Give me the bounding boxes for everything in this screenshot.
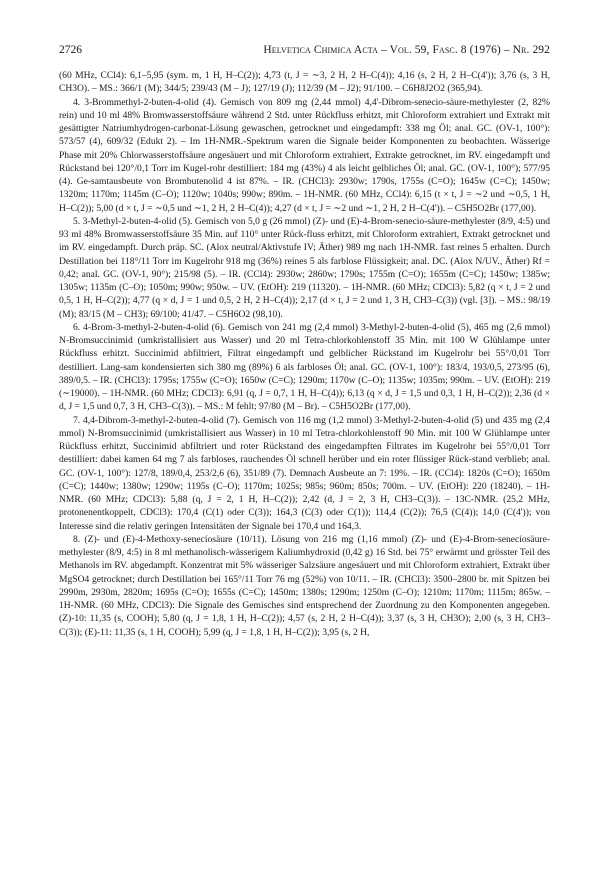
paragraph-section-7: 7. 4,4-Dibrom-3-methyl-2-buten-4-olid (7). Gemisch von 116 mg (1,2 mmol) 3-Methyl-2-buten-4-olid (5) und 435 mg (2,4 mmol) N-Bromsuccinimid (umkristallisiert aus Wasser) in 10 ml Tetra-chlorkohlenstoff 90 Min. mit 100 W Glühlampe unter Rückfluss erhitzt, Succinimid abfiltriert und roter Rückstand des eingedampften Filtrates im Kugelrohr bei 55°/0,01 Torr destilliert: dabei kamen 64 mg 7 als farbloses, rauchendes Öl schnell herüber und ein roter flüssiger Rück-stand verblieb; anal. GC. (OV-1, 100°): 127/8, 189/0,4, 253/2,6 (6), 351/89 (7). Demnach Ausbeute an 7: 19%. – IR. (CCl4): 1820s (C=O); 1650m (C=C); 1440w; 1380w; 1290w; 1195s (C–O); 1170m; 1025s; 985s; 960m; 850s; 700m. – UV. (EtOH): 220 (18240). – 1H-NMR. (60 MHz; CDCl3): 5,88 (q, J = 2, 1 H, H–C(2)); 2,42 (d, J = 2, 3 H, CH3–C(3)). – 13C-NMR. (25,2 MHz, protonenentkoppelt, CDCl3): 170,4 (C(1) oder C(3)); 164,3 (C(3) oder C(1)); 114,4 (C(2)); 76,5 (C(4)); 14,0 (C(4')); von Interesse sind die relativ geringen Intensitäten der Signale bei 170,4 und 164,3. xyxy=(59,414,550,532)
page-number: 2726 xyxy=(59,44,82,56)
paragraph-section-6: 6. 4-Brom-3-methyl-2-buten-4-olid (6). Gemisch von 241 mg (2,4 mmol) 3-Methyl-2-buten-4-olid (5), 465 mg (2,6 mmol) N-Bromsuccinimid (umkristallisiert aus Wasser) und 20 ml Tetra-chlorkohlenstoff 35 Min. mit 100 W Glühlampe unter Rückfluss erhitzt. Succinimid abfiltriert, Filtrat eingedampft und gelblicher Rückstand im Kugelrohr bei 55°/0,01 Torr destilliert. Lang-sam kondensierten sich 380 mg (89%) 6 als farbloses Öl; anal. GC. (OV-1, 100°): 183/4, 193/0,5, 273/95 (6), 389/0,5. – IR. (CHCl3): 1795s; 1755w (C=O); 1650w (C=C); 1290m; 1170w (C–O); 1135w; 1035m; 990m. – UV. (EtOH): 219 (∼19000). – 1H-NMR. (60 MHz; CDCl3): 6,91 (q, J = 0,7, 1 H, H–C(4)); 6,13 (q × d, J = 1,5 und 0,3, 1 H, H–C(2)); 2,36 (d × d, J = 1,5 und 0,7, 3 H, CH3–C(3)). – MS.: M fehlt; 97/80 (M – Br). – C5H5O2Br (177,00). xyxy=(59,321,550,413)
running-head: Helvetica Chimica Acta – Vol. 59, Fasc. 8 (1976) – Nr. 292 xyxy=(263,44,550,56)
paragraph-section-8: 8. (Z)- und (E)-4-Methoxy-senecíosäure (10/11). Lösung von 216 mg (1,16 mmol) (Z)- und (E)-4-Brom-senecíosäure-methylester (8/9, 4:5) in 8 ml methanolisch-wässerigem Kaliumhydroxid (0,42 g) 16 Std. bei 75° erwärmt und grösster Teil des Methanols im RV. abgedampft. Konzentrat mit 5% wässeriger Salzsäure angesäuert und mit Chloroform extrahiert, Extrakt über MgSO4 getrocknet; durch Destillation bei 165°/11 Torr 76 mg (52%) von 10/11. – IR. (CHCl3): 3500–2800 br. mit Spitzen bei 2990m, 2930m, 2820m; 1695s (C=O); 1655s (C=C); 1450m; 1380s; 1290m; 1250m (C–O); 1210m; 1170m; 1115m; 865w. – 1H-NMR. (60 MHz, CDCl3): Die Signale des Gemisches sind entsprechend der Zuordnung zu den Komponenten angegeben. (Z)-10: 11,35 (s, COOH); 5,80 (q, J = 1,8, 1 H, H–C(2)); 4,57 (s, 2 H, 2 H–C(4)); 3,37 (s, 3 H, CH3O); 2,00 (s, 3 H, CH3–C(3)); (E)-11: 11,35 (s, 1 H, COOH); 5,99 (q, J = 1,8, 1 H, H–C(2)); 3,95 (s, 2 H, xyxy=(59,533,550,638)
article-body xyxy=(59,69,550,639)
paragraph-section-4: 4. 3-Brommethyl-2-buten-4-olid (4). Gemisch von 809 mg (2,44 mmol) 4,4'-Dibrom-senecio-säure-methylester (2, 82% rein) und 10 ml 48% Bromwasserstoffsäure während 2 Std. unter Rückfluss erhitzt, mit Chloroform extrahiert und Extrakt mit gesättigter Natriumhydrogen-carbonat-Lösung gewaschen, getrocknet und eingedampft: 338 mg Öl; anal. GC. (OV-1, 100°): 573/57 (4), 609/32 (Edukt 2). – Im 1H-NMR.-Spektrum waren die Signale beider Komponenten zu beobachten. Wässerige Phase mit 20% Chlorwasserstoffsäure angesäuert und mit Chloroform extrahiert, Extrakte getrocknet, im RV. eingedampft und Rückstand bei 120°/0,1 Torr im Kugel-rohr destilliert: 184 mg (43%) 4 als leicht gelbliches Öl; anal. GC. (OV-1, 100°); 577/95 (4). Ge-samtausbeute von Brombutenolid 4 ist 87%. – IR. (CHCl3): 2930w; 1790s, 1755s (C=O); 1645w (C=C); 1450w; 1320m; 1170m; 1145m (C–O); 1120w; 1040s; 990w; 890m. – 1H-NMR. (60 MHz, CCl4): 6,15 (t × t, J = ∼2 und ∼0,5, 1 H, H–C(2)); 5,00 (d × t, J = ∼0,5 und ∼1, 2 H, 2 H–C(4)); 4,27 (d × t, J = ∼2 und ∼1, 2 H, 2 H–C(4')). – C5H5O2Br (177,00). xyxy=(59,96,550,214)
page-header xyxy=(59,44,550,58)
paragraph-section-5: 5. 3-Methyl-2-buten-4-olid (5). Gemisch von 5,0 g (26 mmol) (Z)- und (E)-4-Brom-senecio-säure-methylester (8/9, 4:5) und 93 ml 48% Bromwasserstoffsäure 35 Min. auf 110° unter Rück-fluss erhitzt, mit Chloroform extrahiert, Extrakt getrocknet und im RV. eingedampft. Durch präp. SC. (Alox neutral/Aktivstufe IV; Äther) 989 mg nach 1H-NMR. fast reines 5 erhalten. Durch Destillation bei 118°/11 Torr im Kugelrohr 918 mg (36%) reines 5 als farblose Flüssigkeit; anal. DC. (Alox N/UV., Äther) Rf = 0,42; anal. GC. (OV-1, 90°); 215/98 (5). – IR. (CCl4): 2930w; 2860w; 1790s; 1755m (C=O); 1655m (C=C); 1450w; 1385w; 1305w; 1135m (C–O); 1050m; 990w; 950w. – UV. (EtOH): 219 (11320). – 1H-NMR. (60 MHz; CDCl3): 5,82 (q × t, J = 2 und 0,5, 1 H, H–C(2)); 4,77 (q × d, J = 1 und 0,5, 2 H, 2 H–C(4)); 2,17 (d × t, J = 2 und 1, 3 H, CH3–C(3)) (vgl. [3]). – MS.: 98/19 (M); 83/15 (M – CH3); 69/100; 41/47. – C5H6O2 (98,10). xyxy=(59,215,550,320)
paragraph-continued: (60 MHz, CCl4): 6,1–5,95 (sym. m, 1 H, H–C(2)); 4,73 (t, J = ∼3, 2 H, 2 H–C(4)); 4,16 (s, 2 H, 2 H–C(4')); 3,76 (s, 3 H, CH3O). – MS.: 366/1 (M); 344/5; 239/43 (M – J); 127/19 (J); 112/39 (M – J2); 91/100. – C6H8J2O2 (365,94). xyxy=(59,70,550,95)
